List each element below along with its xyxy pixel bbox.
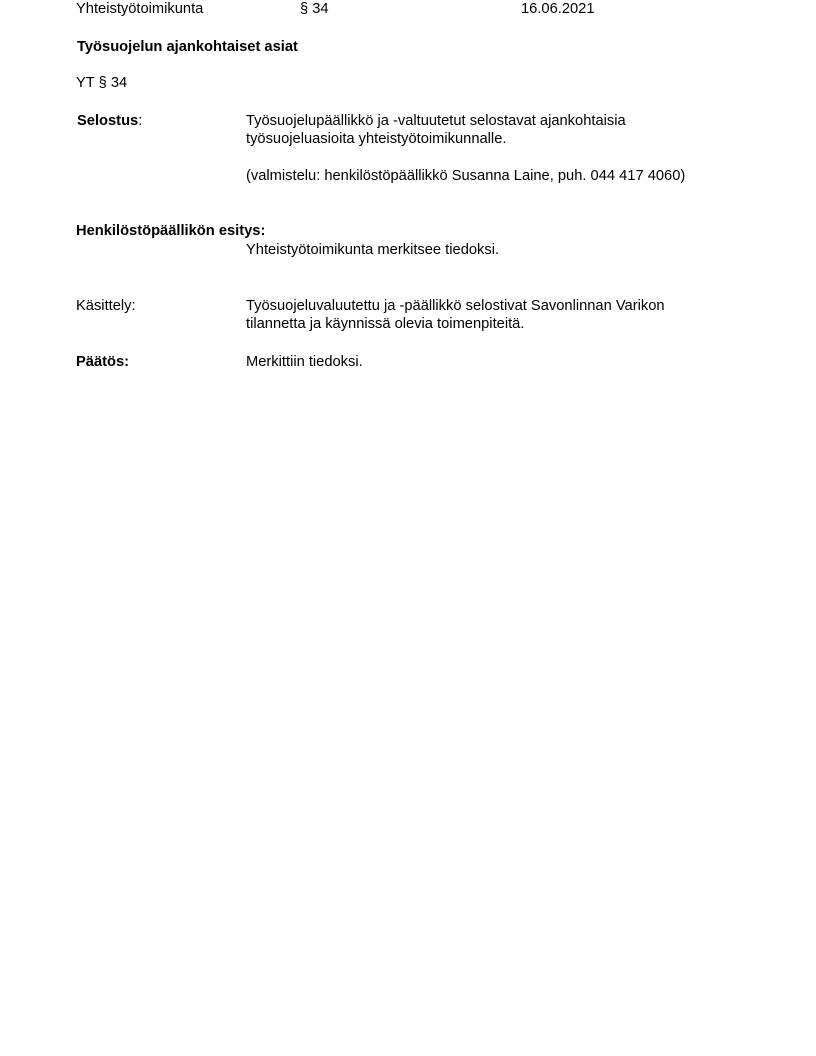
paatos-label: Päätös: [76,354,130,370]
selostus-text [246,112,626,148]
kasittely-text [246,297,665,333]
selostus-label-text: Selostus [77,113,139,129]
kasittely-label: Käsittely: [76,298,136,314]
header-date: 16.06.2021 [521,1,595,17]
header-section: § 34 [300,1,329,17]
header-organ: Yhteistyötoimikunta [76,1,204,17]
paatos-text: Merkittiin tiedoksi. [246,354,363,370]
document-title: Työsuojelun ajankohtaiset asiat [77,39,298,55]
esitys-label: Henkilöstöpäällikön esitys: [76,223,266,239]
selostus-line-2: työsuojeluasioita yhteistyötoimikunnalle. [246,131,507,147]
selostus-preparation: (valmistelu: henkilöstöpäällikkö Susanna Laine, puh. 044 417 4060) [246,168,686,184]
kasittely-line-2: tilannetta ja käynnissä olevia toimenpiteitä. [246,316,525,332]
selostus-label [77,112,142,130]
selostus-line-1: Työsuojelupäällikkö ja -valtuutetut selostavat ajankohtaisia [246,113,626,129]
esitys-text: Yhteistyötoimikunta merkitsee tiedoksi. [246,242,500,258]
kasittely-line-1: Työsuojeluvaluutettu ja -päällikkö selostivat Savonlinnan Varikon [246,298,665,314]
section-reference: YT § 34 [76,75,128,91]
selostus-label-colon: : [138,113,143,129]
